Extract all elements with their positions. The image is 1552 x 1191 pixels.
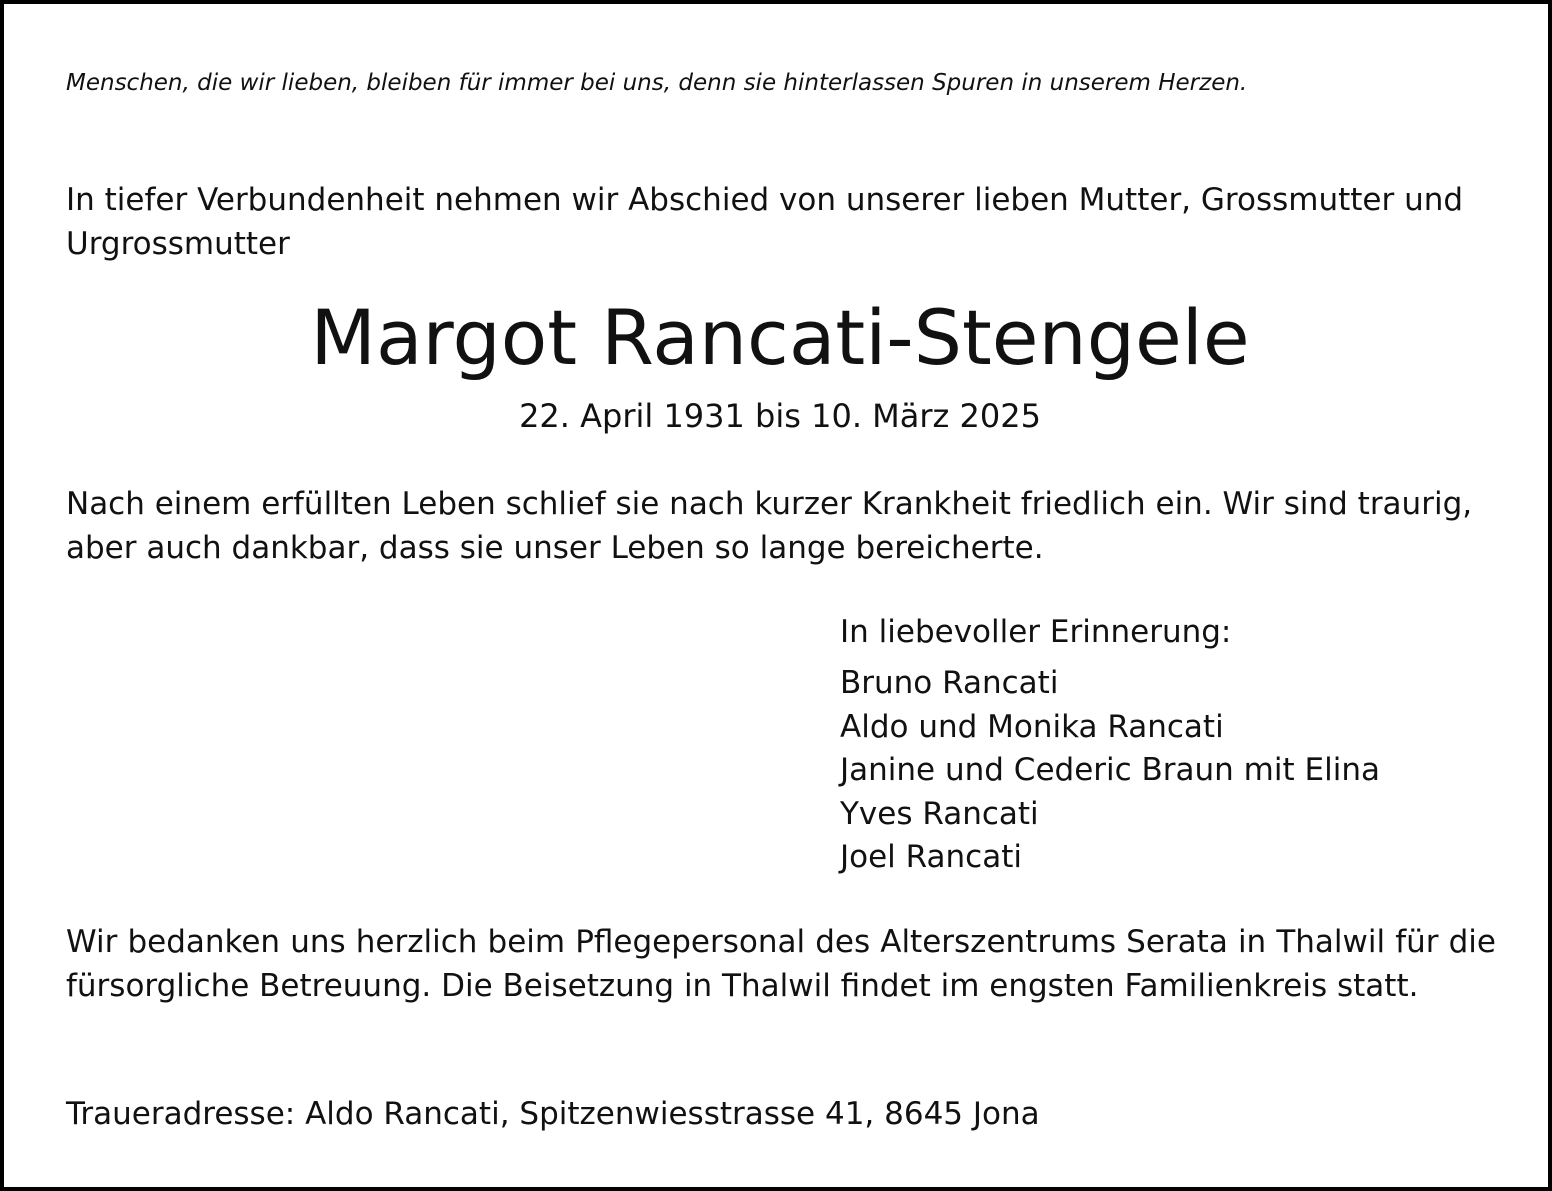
mourning-address: Traueradresse: Aldo Rancati, Spitzenwiesstrasse 41, 8645 Jona — [66, 1096, 1040, 1132]
mourner-item: Janine und Cederic Braun mit Elina — [840, 752, 1380, 788]
mourner-item: Yves Rancati — [840, 795, 1039, 832]
thanks-text: Wir bedanken uns herzlich beim Pflegepersonal des Alterszentrums Serata in Thalwil für die fürsorgliche Betreuung. Die Beisetzung in Thalwil findet im engsten Familienkreis statt. — [66, 924, 1496, 1004]
life-dates: 22. April 1931 bis 10. März 2025 — [519, 397, 1041, 435]
deceased-name: Margot Rancati-Stengele — [310, 293, 1250, 382]
mourner-item: Joel Rancati — [840, 839, 1022, 875]
memory-heading: In liebevoller Erinnerung: — [840, 614, 1232, 650]
motto-quote: Menschen, die wir lieben, bleiben für immer bei uns, denn sie hinterlassen Spuren in unserem Herzen. — [66, 70, 1248, 96]
mourner-item: Bruno Rancati — [840, 665, 1059, 701]
intro-text: In tiefer Verbundenheit nehmen wir Abschied von unserer lieben Mutter, Grossmutter und Urgrossmutter — [66, 182, 1464, 262]
mourner-item: Aldo und Monika Rancati — [840, 708, 1224, 745]
mourners-list — [840, 662, 1540, 880]
body-text: Nach einem erfüllten Leben schlief sie nach kurzer Krankheit friedlich ein. Wir sind traurig, aber auch dankbar, dass sie unser Leben so lange bereicherte. — [66, 486, 1473, 566]
